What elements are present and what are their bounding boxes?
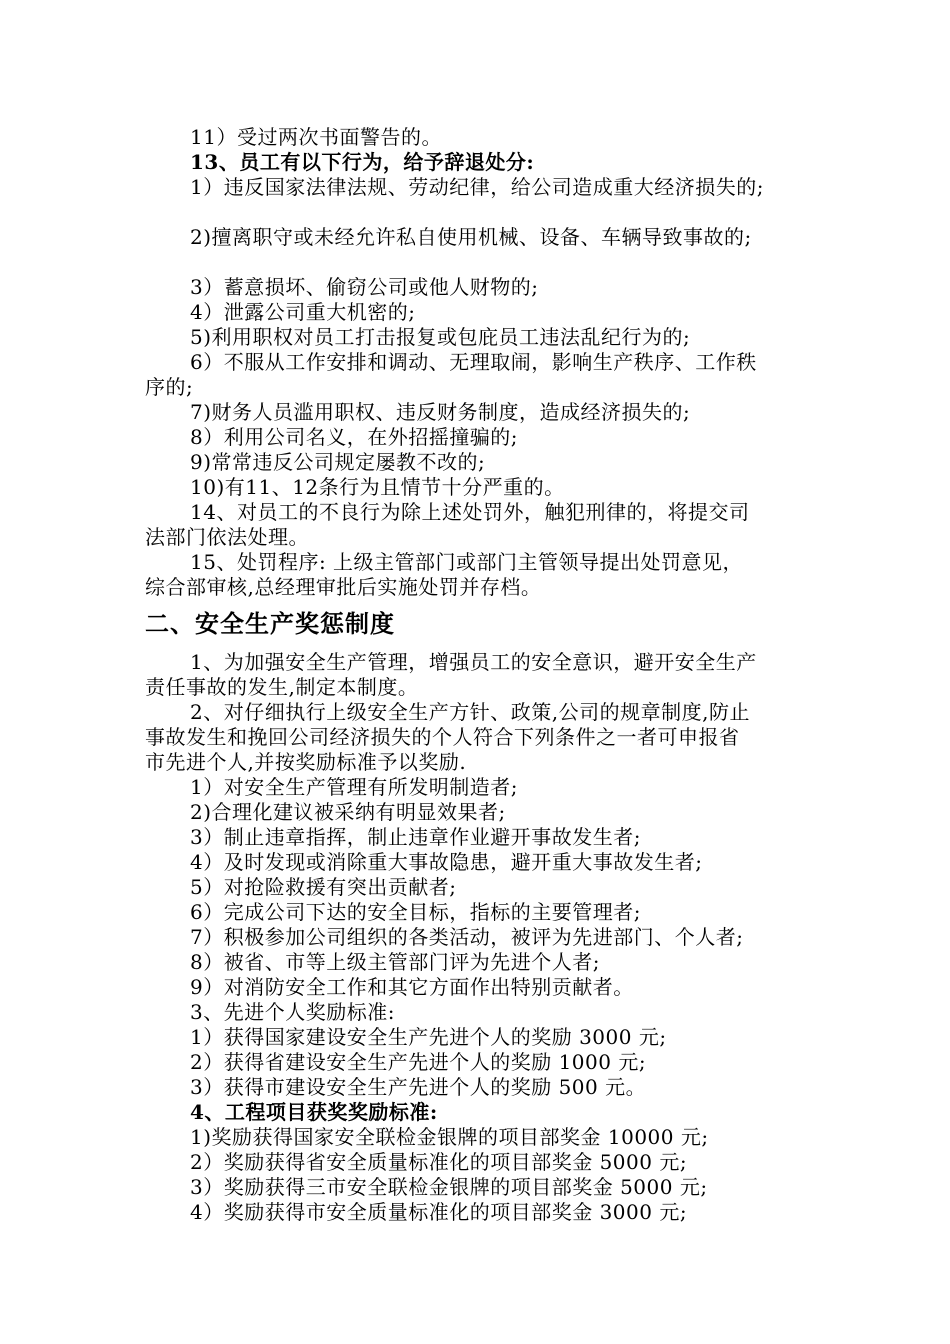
list-item: 3）蓄意损坏、偷窃公司或他人财物的; (190, 275, 539, 299)
list-item: 2）奖励获得省安全质量标准化的项目部奖金 5000 元; (190, 1150, 688, 1174)
list-item: 8）利用公司名义，在外招摇撞骗的; (190, 425, 518, 449)
list-item: 2)擅离职守或未经允许私自使用机械、设备、车辆导致事故的; (190, 225, 752, 249)
item-11: 11）受过两次书面警告的。 (190, 125, 442, 149)
list-item: 3）奖励获得三市安全联检金银牌的项目部奖金 5000 元; (190, 1175, 708, 1199)
item-15-line: 15、处罚程序: 上级主管部门或部门主管领导提出处罚意见， (190, 550, 744, 574)
list-item: 2）获得省建设安全生产先进个人的奖励 1000 元; (190, 1050, 647, 1074)
paragraph-line: 1、为加强安全生产管理，增强员工的安全意识，避开安全生产 (190, 650, 757, 674)
paragraph-line: 责任事故的发生,制定本制度。 (145, 675, 419, 699)
list-item: 5)利用职权对员工打击报复或包庇员工违法乱纪行为的; (190, 325, 691, 349)
list-item: 序的; (145, 375, 194, 399)
item-15-line: 综合部审核,总经理审批后实施处罚并存档。 (145, 575, 542, 599)
list-item: 7）积极参加公司组织的各类活动，被评为先进部门、个人者; (190, 925, 744, 949)
list-item: 1）违反国家法律法规、劳动纪律，给公司造成重大经济损失的; (190, 175, 764, 199)
item-14-line: 法部门依法处理。 (145, 525, 309, 549)
list-item: 3）制止违章指挥，制止违章作业避开事故发生者; (190, 825, 641, 849)
subsection-heading: 3、先进个人奖励标准: (190, 1000, 395, 1024)
list-item: 8）被省、市等上级主管部门评为先进个人者; (190, 950, 600, 974)
item-14-line: 14、对员工的不良行为除上述处罚外，触犯刑律的，将提交司 (190, 500, 750, 524)
list-item: 4）泄露公司重大机密的; (190, 300, 416, 324)
list-item: 9）对消防安全工作和其它方面作出特别贡献者。 (190, 975, 634, 999)
list-item: 5）对抢险救援有突出贡献者; (190, 875, 457, 899)
paragraph-line: 事故发生和挽回公司经济损失的个人符合下列条件之一者可申报省 (145, 725, 740, 749)
list-item: 10)有11、12条行为且情节十分严重的。 (190, 475, 565, 499)
list-item: 4）奖励获得市安全质量标准化的项目部奖金 3000 元; (190, 1200, 688, 1224)
item-13-heading: 13、员工有以下行为，给予辞退处分: (190, 150, 535, 174)
list-item: 6）不服从工作安排和调动、无理取闹，影响生产秩序、工作秩 (190, 350, 757, 374)
paragraph-line: 市先进个人,并按奖励标准予以奖励. (145, 750, 467, 774)
list-item: 1）对安全生产管理有所发明制造者; (190, 775, 518, 799)
list-item: 1）获得国家建设安全生产先进个人的奖励 3000 元; (190, 1025, 667, 1049)
subsection-heading: 4、工程项目获奖奖励标准: (190, 1100, 438, 1124)
list-item: 9)常常违反公司规定屡教不改的; (190, 450, 486, 474)
list-item: 4）及时发现或消除重大事故隐患，避开重大事故发生者; (190, 850, 703, 874)
list-item: 6）完成公司下达的安全目标，指标的主要管理者; (190, 900, 641, 924)
list-item: 2)合理化建议被采纳有明显效果者; (190, 800, 506, 824)
paragraph-line: 2、对仔细执行上级安全生产方针、政策,公司的规章制度,防止 (190, 700, 750, 724)
section-heading: 二、安全生产奖惩制度 (145, 610, 395, 638)
list-item: 3）获得市建设安全生产先进个人的奖励 500 元。 (190, 1075, 647, 1099)
list-item: 1)奖励获得国家安全联检金银牌的项目部奖金 10000 元; (190, 1125, 709, 1149)
list-item: 7)财务人员滥用职权、违反财务制度，造成经济损失的; (190, 400, 691, 424)
